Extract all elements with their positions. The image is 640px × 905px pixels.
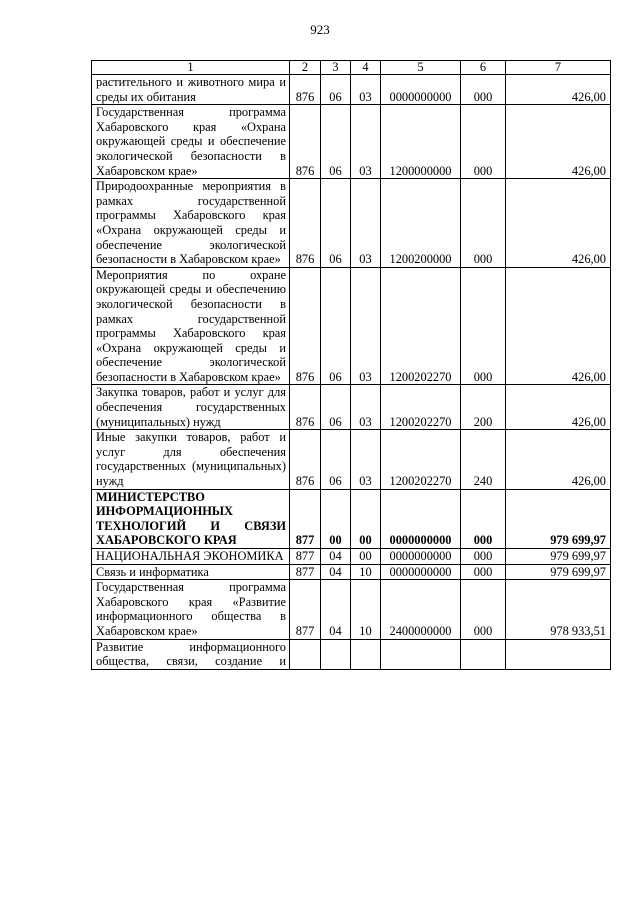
header-col-3: 3 [321, 61, 351, 75]
row-target-code: 0000000000 [381, 549, 461, 565]
row-amount: 426,00 [506, 179, 611, 268]
row-description: Государственная программа Хабаровского края «Развитие информационного общества в Хабаровском крае» [92, 580, 290, 639]
row-section-code: 04 [321, 549, 351, 565]
row-subsection-code [351, 639, 381, 669]
row-description: Иные закупки товаров, работ и услуг для обеспечения государственных (муниципальных) нужд [92, 430, 290, 489]
row-section-code: 06 [321, 75, 351, 105]
row-subsection-code: 03 [351, 385, 381, 430]
row-amount: 426,00 [506, 105, 611, 179]
row-ministry-code: 876 [290, 105, 321, 179]
row-section-code: 00 [321, 489, 351, 548]
row-ministry-code: 877 [290, 549, 321, 565]
table-row [92, 639, 611, 669]
row-target-code: 2400000000 [381, 580, 461, 639]
row-ministry-code: 876 [290, 430, 321, 489]
header-col-5: 5 [381, 61, 461, 75]
row-section-code: 06 [321, 267, 351, 385]
row-ministry-code: 876 [290, 179, 321, 268]
row-expense-type: 000 [461, 75, 506, 105]
row-subsection-code: 00 [351, 549, 381, 565]
table-row [92, 179, 611, 268]
table-row [92, 75, 611, 105]
row-amount: 979 699,97 [506, 564, 611, 580]
row-expense-type: 000 [461, 564, 506, 580]
row-target-code: 0000000000 [381, 75, 461, 105]
row-description: НАЦИОНАЛЬНАЯ ЭКОНОМИКА [92, 549, 290, 565]
row-expense-type: 000 [461, 580, 506, 639]
row-target-code: 1200202270 [381, 385, 461, 430]
row-description: Мероприятия по охране окружающей среды и обеспечению экологической безопасности в рамках государственной программы Хабаровского края «Охрана окружающей среды и обеспечение экологической безопасности в Хабаровском крае» [92, 267, 290, 385]
row-target-code [381, 639, 461, 669]
row-target-code: 1200202270 [381, 430, 461, 489]
header-col-6: 6 [461, 61, 506, 75]
row-subsection-code: 03 [351, 75, 381, 105]
row-expense-type: 200 [461, 385, 506, 430]
row-ministry-code [290, 639, 321, 669]
header-row [92, 61, 611, 75]
row-description: Связь и информатика [92, 564, 290, 580]
header-col-2: 2 [290, 61, 321, 75]
row-target-code: 1200202270 [381, 267, 461, 385]
row-subsection-code: 10 [351, 580, 381, 639]
row-subsection-code: 03 [351, 267, 381, 385]
row-subsection-code: 03 [351, 430, 381, 489]
row-expense-type: 000 [461, 489, 506, 548]
row-section-code: 04 [321, 564, 351, 580]
row-ministry-code: 876 [290, 267, 321, 385]
row-section-code: 06 [321, 430, 351, 489]
row-section-code: 06 [321, 385, 351, 430]
row-expense-type: 240 [461, 430, 506, 489]
table-row [92, 489, 611, 548]
row-description: Закупка товаров, работ и услуг для обеспечения государственных (муниципальных) нужд [92, 385, 290, 430]
row-target-code: 1200200000 [381, 179, 461, 268]
row-ministry-code: 877 [290, 489, 321, 548]
row-ministry-code: 876 [290, 75, 321, 105]
row-amount: 426,00 [506, 75, 611, 105]
header-col-7: 7 [506, 61, 611, 75]
row-amount: 426,00 [506, 430, 611, 489]
row-section-code: 06 [321, 179, 351, 268]
row-subsection-code: 03 [351, 179, 381, 268]
row-amount: 978 933,51 [506, 580, 611, 639]
row-amount: 426,00 [506, 385, 611, 430]
table-row [92, 267, 611, 385]
row-amount: 426,00 [506, 267, 611, 385]
row-description: Государственная программа Хабаровского края «Охрана окружающей среды и обеспечение экологической безопасности в Хабаровском крае» [92, 105, 290, 179]
table-row [92, 580, 611, 639]
row-subsection-code: 00 [351, 489, 381, 548]
row-amount [506, 639, 611, 669]
header-col-4: 4 [351, 61, 381, 75]
row-subsection-code: 03 [351, 105, 381, 179]
row-expense-type: 000 [461, 549, 506, 565]
row-section-code: 06 [321, 105, 351, 179]
row-ministry-code: 876 [290, 385, 321, 430]
table-row [92, 564, 611, 580]
row-section-code: 04 [321, 580, 351, 639]
table-row [92, 430, 611, 489]
table-row [92, 105, 611, 179]
table-body [92, 75, 611, 670]
budget-table [91, 60, 611, 670]
row-expense-type [461, 639, 506, 669]
row-target-code: 0000000000 [381, 489, 461, 548]
row-description: МИНИСТЕРСТВО ИНФОРМАЦИОННЫХ ТЕХНОЛОГИЙ И СВЯЗИ ХАБАРОВСКОГО КРАЯ [92, 489, 290, 548]
row-ministry-code: 877 [290, 580, 321, 639]
table-row [92, 385, 611, 430]
header-col-1: 1 [92, 61, 290, 75]
row-amount: 979 699,97 [506, 549, 611, 565]
row-expense-type: 000 [461, 267, 506, 385]
row-target-code: 1200000000 [381, 105, 461, 179]
row-amount: 979 699,97 [506, 489, 611, 548]
row-target-code: 0000000000 [381, 564, 461, 580]
row-expense-type: 000 [461, 105, 506, 179]
row-expense-type: 000 [461, 179, 506, 268]
page-number: 923 [310, 22, 330, 37]
table-row [92, 549, 611, 565]
row-ministry-code: 877 [290, 564, 321, 580]
row-description: Природоохранные мероприятия в рамках государственной программы Хабаровского края «Охрана окружающей среды и обеспечение экологической безопасности в Хабаровском крае» [92, 179, 290, 268]
row-description: Развитие информационного общества, связи, создание и [92, 639, 290, 669]
row-section-code [321, 639, 351, 669]
row-description: растительного и животного мира и среды их обитания [92, 75, 290, 105]
row-subsection-code: 10 [351, 564, 381, 580]
